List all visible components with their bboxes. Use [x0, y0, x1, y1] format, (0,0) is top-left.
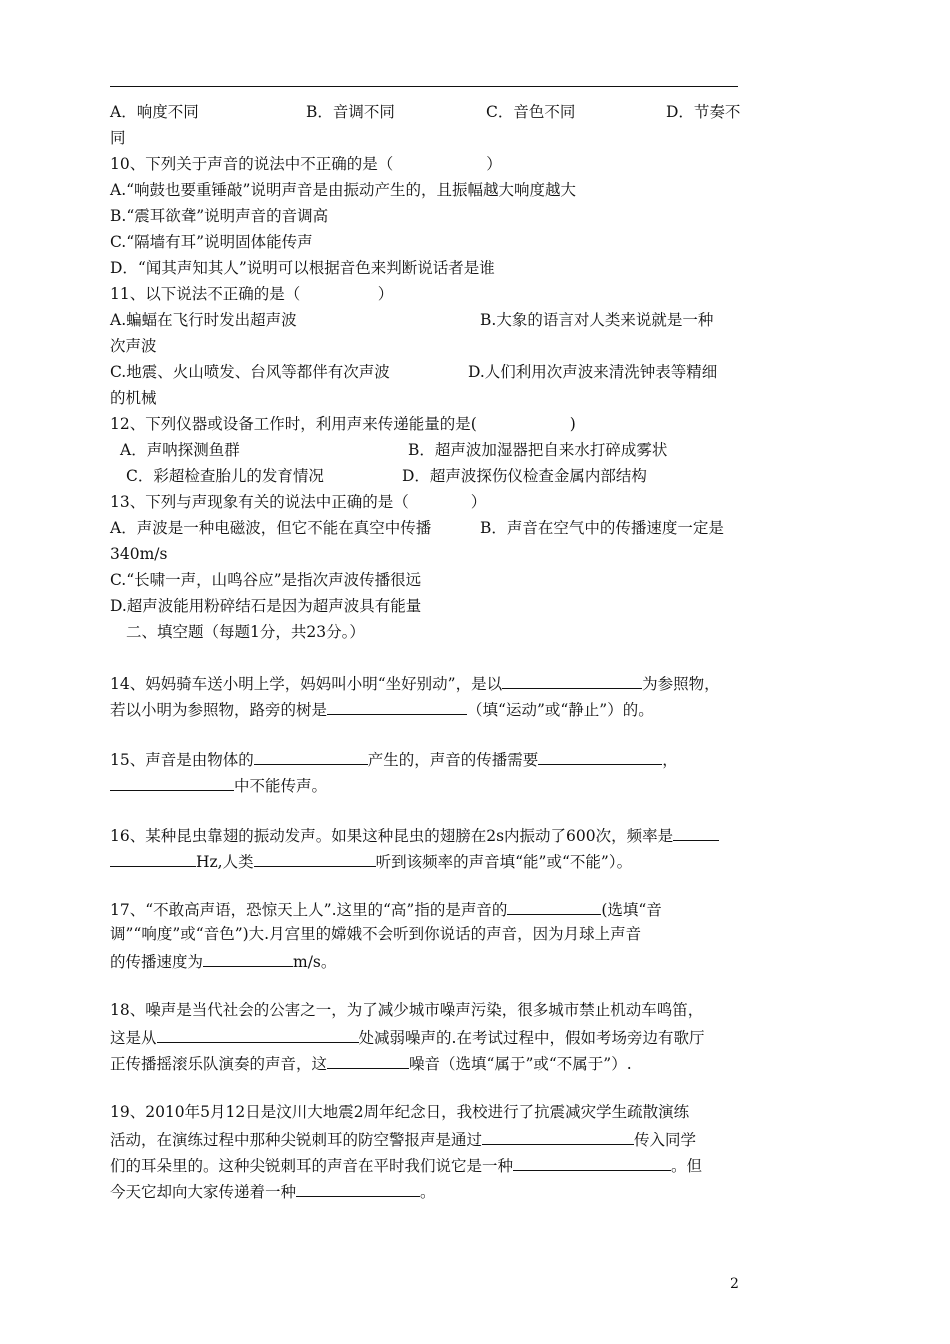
q9-option-d-wrap: 同 — [110, 129, 126, 147]
header-rule — [110, 86, 738, 87]
q18-line-1: 18、噪声是当代社会的公害之一，为了减少城市噪声污染，很多城市禁止机动车鸣笛， — [110, 1001, 704, 1019]
q19-line-1: 19、2010年5月12日是汶川大地震2周年纪念日，我校进行了抗震减灾学生疏散演练 — [110, 1103, 690, 1121]
q19-text-2a: 活动，在演练过程中那种尖锐刺耳的防空警报声是通过 — [110, 1131, 483, 1149]
q18-text-2b: 处减弱噪声的.在考试过程中，假如考场旁边有歌厅 — [358, 1029, 705, 1047]
q17-text-1b: (选填“音 — [601, 901, 662, 919]
q18-text-3b: 噪音（选填“属于”或“不属于”）. — [409, 1055, 632, 1073]
q12-option-a: A．声呐探测鱼群 — [120, 441, 240, 459]
q18-text-3a: 正传播摇滚乐队演奏的声音，这 — [110, 1055, 328, 1073]
q12-option-d: D．超声波探伤仪检查金属内部结构 — [402, 467, 647, 485]
q11-options-cd — [110, 360, 750, 384]
q15-text-1b: 产生的，声音的传播需要 — [367, 751, 539, 769]
q17-text-1a: 17、“不敢高声语，恐惊天上人”.这里的“高”指的是声音的 — [110, 901, 508, 919]
q10-option-b: B.“震耳欲聋”说明声音的音调高 — [110, 207, 329, 225]
page-number: 2 — [730, 1276, 739, 1292]
q11-option-d: D.人们利用次声波来清洗钟表等精细 — [468, 363, 718, 381]
q12-options-ab — [110, 438, 750, 462]
q15-text-1c: ， — [662, 751, 678, 769]
q18-line-2 — [110, 1024, 750, 1048]
q13-option-d: D.超声波能用粉碎结石是因为超声波具有能量 — [110, 597, 422, 615]
q14-text-1b: 为参照物， — [642, 675, 720, 693]
q17-line-2: 调”“响度”或“音色”)大.月宫里的嫦娥不会听到你说话的声音，因为月球上声音 — [110, 925, 642, 943]
q12-option-b: B．超声波加湿器把自来水打碎成雾状 — [408, 441, 668, 459]
q17-line-1 — [110, 896, 750, 920]
q19-text-2b: 传入同学 — [634, 1131, 697, 1149]
q15-line-2 — [110, 772, 750, 796]
q15-text-2b: 中不能传声。 — [234, 777, 328, 795]
q14-line-2 — [110, 696, 750, 720]
q15-text-1a: 15、声音是由物体的 — [110, 751, 254, 769]
section-2-heading: 二、填空题（每题1分，共23分。） — [126, 623, 365, 641]
q19-text-3a: 们的耳朵里的。这种尖锐刺耳的声音在平时我们说它是一种 — [110, 1157, 514, 1175]
q9-options — [110, 100, 750, 124]
q13-options-ab — [110, 516, 750, 540]
q11-options-ab — [110, 308, 750, 332]
q10-option-a: A.“响鼓也要重锤敲”说明声音是由振动产生的，且振幅越大响度越大 — [110, 181, 576, 199]
q17-blank-2[interactable] — [203, 948, 293, 967]
q17-text-3a: 的传播速度为 — [110, 953, 204, 971]
q11-option-b-wrap: 次声波 — [110, 337, 157, 355]
q15-blank-3[interactable] — [110, 772, 234, 791]
q12-option-c: C．彩超检查胎儿的发育情况 — [126, 467, 324, 485]
q16-blank-1[interactable] — [673, 822, 719, 841]
q15-blank-1[interactable] — [254, 746, 368, 765]
q14-text-2a: 若以小明为参照物，路旁的树是 — [110, 701, 328, 719]
q13-option-b: B．声音在空气中的传播速度一定是 — [480, 519, 724, 537]
q11-option-b: B.大象的语言对人类来说就是一种 — [480, 311, 714, 329]
q16-blank-1-cont[interactable] — [110, 848, 196, 867]
q16-text-2b: Hz,人类 — [196, 853, 254, 871]
q16-line-2 — [110, 848, 750, 872]
q10-stem: 10、下列关于声音的说法中不正确的是（ ） — [110, 155, 502, 173]
q19-text-4b: 。 — [420, 1183, 436, 1201]
q15-blank-2[interactable] — [538, 746, 662, 765]
q18-blank-1[interactable] — [157, 1024, 359, 1043]
q14-blank-2[interactable] — [327, 696, 467, 715]
q10-option-c: C.“隔墙有耳”说明固体能传声 — [110, 233, 313, 251]
q12-options-cd — [110, 464, 750, 488]
q18-line-3 — [110, 1050, 750, 1074]
q11-option-d-wrap: 的机械 — [110, 389, 157, 407]
q17-line-3 — [110, 948, 750, 972]
q13-option-a: A．声波是一种电磁波，但它不能在真空中传播 — [110, 519, 432, 537]
q19-blank-2[interactable] — [513, 1152, 671, 1171]
q11-option-c: C.地震、火山喷发、台风等都伴有次声波 — [110, 363, 390, 381]
q9-option-d: D．节奏不 — [666, 103, 741, 121]
q16-line-1 — [110, 822, 750, 846]
q16-text-2c: 听到该频率的声音填“能”或“不能”）。 — [375, 853, 633, 871]
q13-stem: 13、下列与声现象有关的说法中正确的是（ ） — [110, 493, 487, 511]
q17-blank-1[interactable] — [507, 896, 601, 915]
q10-option-d: D．“闻其声知其人”说明可以根据音色来判断说话者是谁 — [110, 259, 495, 277]
q11-stem: 11、以下说法不正确的是（ ） — [110, 285, 394, 303]
q19-text-4a: 今天它却向大家传递着一种 — [110, 1183, 297, 1201]
q18-blank-2[interactable] — [327, 1050, 409, 1069]
q19-line-3 — [110, 1152, 750, 1176]
q9-option-a: A．响度不同 — [110, 103, 199, 121]
q19-text-3b: 。但 — [671, 1157, 703, 1175]
q15-line-1 — [110, 746, 750, 770]
q17-text-3b: m/s。 — [293, 953, 337, 971]
q9-option-b: B．音调不同 — [306, 103, 395, 121]
q13-option-c: C.“长啸一声，山鸣谷应”是指次声波传播很远 — [110, 571, 422, 589]
q14-text-1a: 14、妈妈骑车送小明上学，妈妈叫小明“坐好别动”，是以 — [110, 675, 503, 693]
q11-option-a: A.蝙蝠在飞行时发出超声波 — [110, 311, 297, 329]
q14-text-2b: （填“运动”或“静止”）的。 — [467, 701, 654, 719]
q9-option-c: C．音色不同 — [486, 103, 576, 121]
q19-line-4 — [110, 1178, 750, 1202]
q18-text-2a: 这是从 — [110, 1029, 157, 1047]
q12-stem: 12、下列仪器或设备工作时，利用声来传递能量的是( ) — [110, 415, 576, 433]
q13-option-b-wrap: 340m/s — [110, 545, 168, 563]
q16-text-1a: 16、某种昆虫靠翅的振动发声。如果这种昆虫的翅膀在2s内振动了600次，频率是 — [110, 827, 674, 845]
q16-blank-2[interactable] — [254, 848, 376, 867]
q19-blank-3[interactable] — [296, 1178, 420, 1197]
q14-line-1 — [110, 670, 750, 694]
q19-blank-1[interactable] — [482, 1126, 634, 1145]
q14-blank-1[interactable] — [502, 670, 642, 689]
q19-line-2 — [110, 1126, 750, 1150]
